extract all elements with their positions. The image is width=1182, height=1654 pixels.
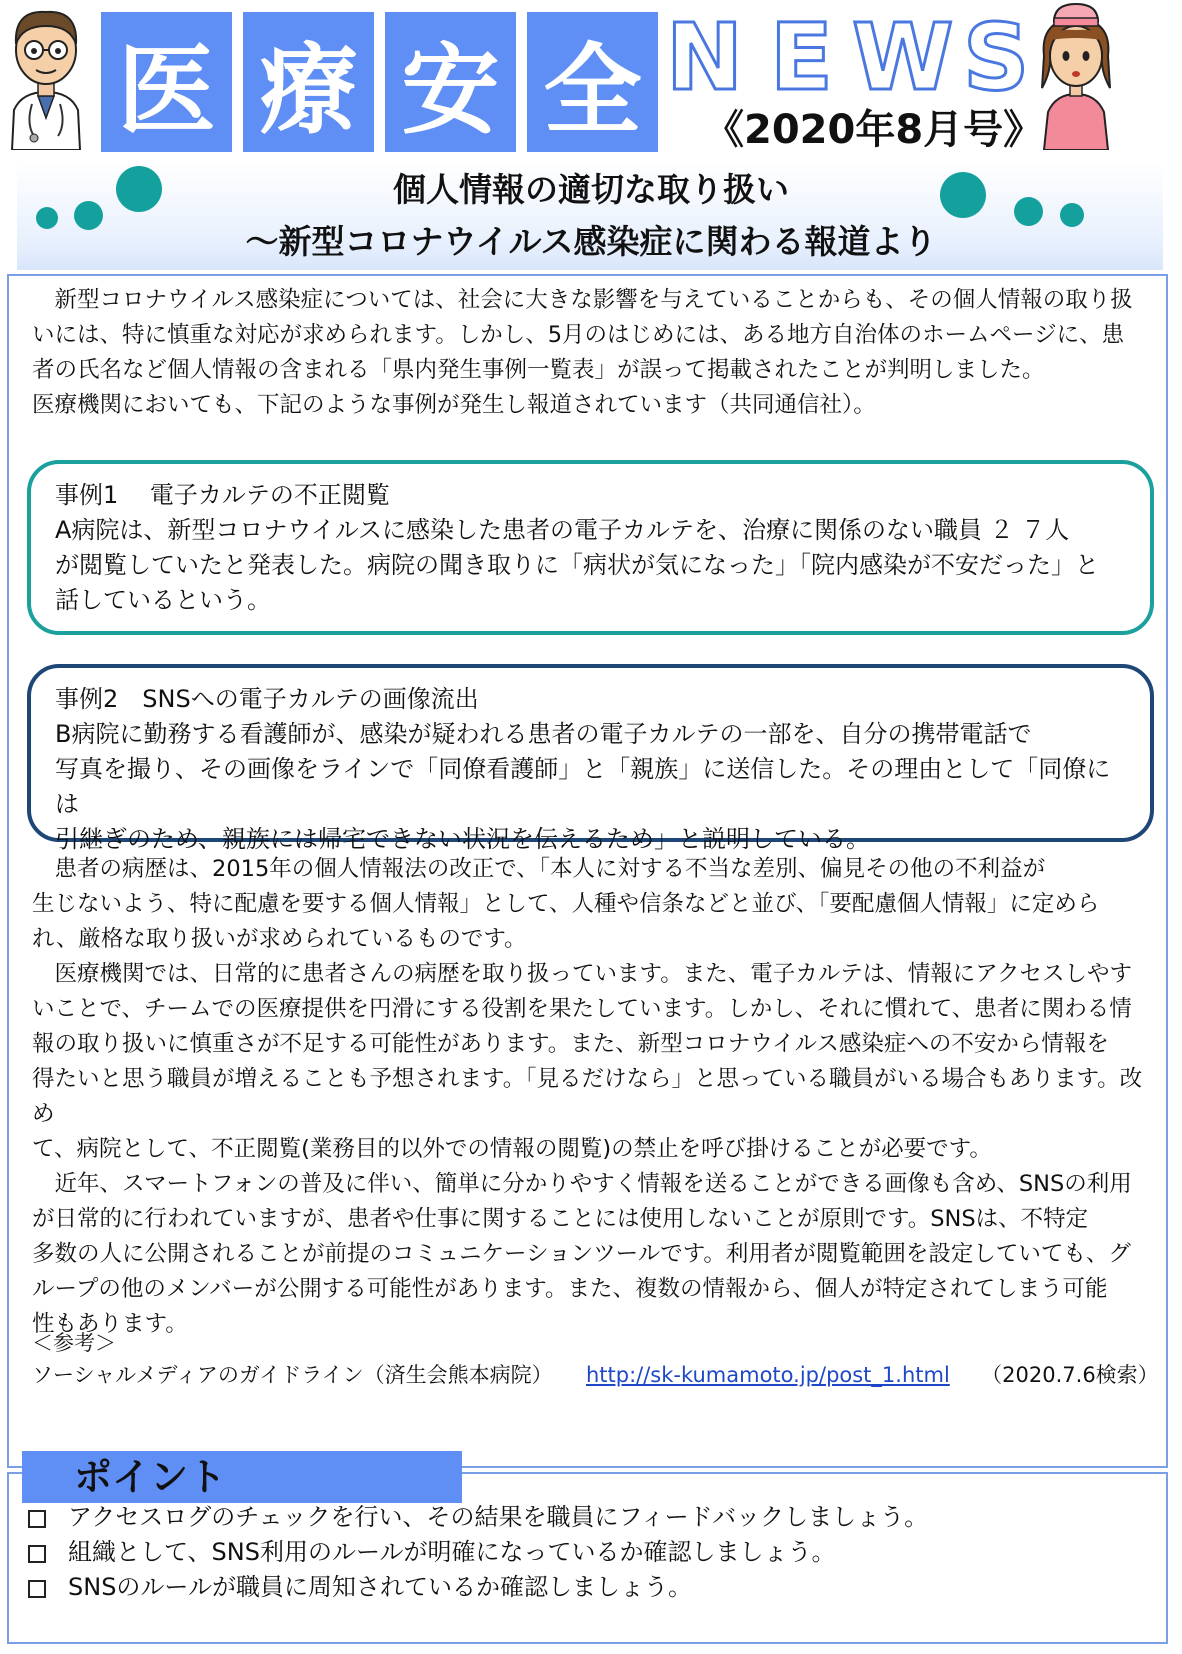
title-char-4: 全 — [527, 12, 658, 152]
reference-date: （2020.7.6検索） — [981, 1363, 1159, 1387]
point-item — [28, 1535, 835, 1569]
banner-title-line1: 個人情報の適切な取り扱い — [393, 170, 789, 209]
case-1-line: A病院は、新型コロナウイルスに感染した患者の電子カルテを、治療に関係のない職員 ２ ７人 — [55, 516, 1070, 544]
banner-title-line2: ～新型コロナウイルス感染症に関わる報道より — [245, 222, 937, 261]
case-2-line: B病院に勤務する看護師が、感染が疑われる患者の電子カルテの一部を、自分の携帯電話で — [55, 720, 1032, 748]
news-letter-s: S — [963, 4, 1030, 111]
point-item — [28, 1500, 928, 1534]
intro-line: いには、特に慎重な対応が求められます。しかし、5月のはじめには、ある地方自治体のホームページに、患 — [32, 322, 1125, 348]
body-line: 報の取り扱いに慎重さが不足する可能性があります。また、新型コロナウイルス感染症への不安から情報を — [32, 1031, 1109, 1057]
news-letter-w: W — [852, 4, 954, 111]
body-line: ループの他のメンバーが公開する可能性があります。また、複数の情報から、個人が特定されてしまう可能 — [32, 1276, 1108, 1302]
body-line: 近年、スマートフォンの普及に伴い、簡単に分かりやすく情報を送ることができる画像も含め、SNSの利用 — [32, 1171, 1132, 1197]
checkbox[interactable] — [28, 1580, 46, 1598]
reference-source: ソーシャルメディアのガイドライン（済生会熊本病院） — [32, 1363, 553, 1387]
intro-line: 新型コロナウイルス感染症については、社会に大きな影響を与えていることからも、その個人情報の取り扱 — [32, 287, 1133, 313]
case-2-line: 写真を撮り、その画像をラインで「同僚看護師」と「親族」に送信した。その理由として「同僚には — [55, 755, 1111, 818]
case-2-line: 引継ぎのため、親族には帰宅できない状況を伝えるため」と説明している。 — [55, 825, 871, 853]
title-char-3: 安 — [385, 12, 516, 152]
case-1-title: 事例1 電子カルテの不正閲覧 — [55, 481, 390, 509]
body-paragraphs — [32, 852, 1152, 1342]
case-2-box — [27, 664, 1154, 853]
nurse-illustration — [1030, 0, 1122, 150]
point-item-text: アクセスログのチェックを行い、その結果を職員にフィードバックしましょう。 — [68, 1503, 929, 1531]
news-letter-e: E — [770, 4, 833, 111]
reference-line — [32, 1360, 1159, 1390]
body-line: が日常的に行われていますが、患者や仕事に関することには使用しないことが原則です。SNSは、不特定 — [32, 1206, 1089, 1232]
case-2-title: 事例2 SNSへの電子カルテの画像流出 — [55, 685, 479, 713]
intro-line: 医療機関においても、下記のような事例が発生し報道されています（共同通信社）。 — [32, 392, 876, 418]
doctor-illustration — [0, 0, 92, 150]
checkbox[interactable] — [28, 1510, 46, 1528]
case-1-line: 話しているという。 — [55, 586, 271, 614]
body-line: 医療機関では、日常的に患者さんの病歴を取り扱っています。また、電子カルテは、情報にアクセスしやす — [32, 961, 1133, 987]
body-line: 得たいと思う職員が増えることも予想されます。「見るだけなら」と思っている職員がいる場合もあります。改め — [32, 1066, 1143, 1127]
intro-line: 者の氏名など個人情報の含まれる「県内発生事例一覧表」が誤って掲載されたことが判明しました。 — [32, 357, 1045, 383]
body-line: 性もあります。 — [32, 1311, 188, 1337]
title-char-2: 療 — [243, 12, 374, 152]
news-letter-n: N — [666, 4, 743, 111]
intro-paragraph — [32, 283, 1152, 423]
point-item-text: 組織として、SNS利用のルールが明確になっているか確認しましょう。 — [68, 1538, 836, 1566]
body-line: いことで、チームでの医療提供を円滑にする役割を果たしています。しかし、それに慣れて、患者に関わる情 — [32, 996, 1132, 1022]
reference-label: ＜参考＞ — [32, 1331, 116, 1355]
point-item-text: SNSのルールが職員に周知されているか確認しましょう。 — [68, 1573, 692, 1601]
point-title: ポイント — [22, 1451, 462, 1503]
point-item — [28, 1570, 692, 1604]
body-line: 生じないよう、特に配慮を要する個人情報」として、人種や信条などと並び、「要配慮個人情報」に定めら — [32, 891, 1100, 917]
body-line: れ、厳格な取り扱いが求められているものです。 — [32, 926, 527, 952]
case-1-box — [27, 460, 1154, 635]
case-1-line: が閲覧していたと発表した。病院の聞き取りに「病状が気になった」「院内感染が不安だった」と — [55, 551, 1099, 579]
body-line: 多数の人に公開されることが前提のコミュニケーションツールです。利用者が閲覧範囲を設定していても、グ — [32, 1241, 1131, 1267]
checkbox[interactable] — [28, 1545, 46, 1563]
issue-label: 《2020年8月号》 — [704, 107, 1044, 153]
reference-link[interactable]: http://sk-kumamoto.jp/post_1.html — [585, 1363, 950, 1387]
body-line: て、病院として、不正閲覧(業務目的以外での情報の閲覧)の禁止を呼び掛けることが必要です。 — [32, 1136, 992, 1162]
title-char-1: 医 — [101, 12, 232, 152]
body-line: 患者の病歴は、2015年の個人情報法の改正で、「本人に対する不当な差別、偏見その他の不利益が — [32, 856, 1046, 882]
